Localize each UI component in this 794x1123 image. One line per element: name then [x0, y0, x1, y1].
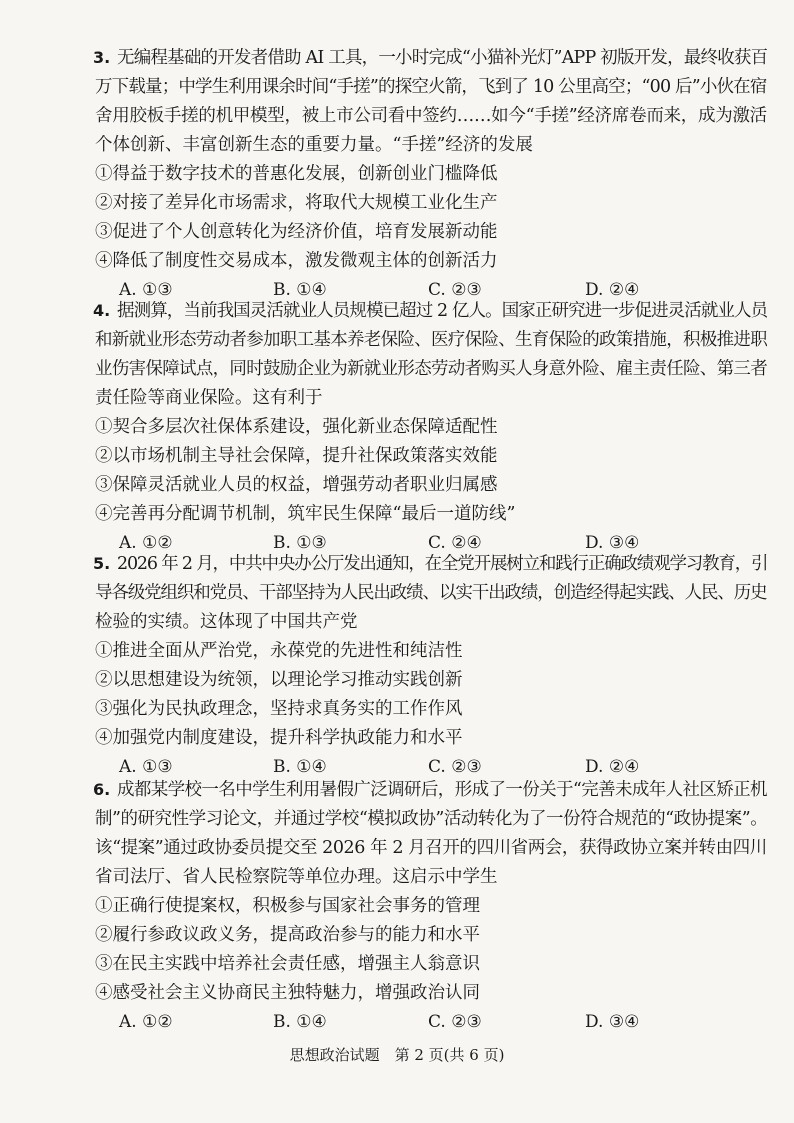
statement-option: ①正确行使提案权，积极参与国家社会事务的管理 — [95, 896, 480, 916]
choice-c[interactable]: C. ②④ — [428, 533, 482, 553]
statement-option: ②对接了差异化市场需求，将取代大规模工业化生产 — [95, 193, 498, 213]
choice-b[interactable]: B. ①④ — [273, 1012, 327, 1032]
choice-a[interactable]: A. ①② — [119, 1012, 173, 1032]
question-stem-line: 和新就业形态劳动者参加职工基本养老保险、医疗保险、生育保险的政策措施，积极推进职 — [95, 330, 767, 350]
page-footer: 思想政治试题 第 2 页(共 6 页) — [289, 1046, 505, 1064]
statement-option: ②以思想建设为统领，以理论学习推动实践创新 — [95, 670, 463, 690]
question-stem-line: 业伤害保障试点，同时鼓励企业为新就业形态劳动者购买人身意外险、雇主责任险、第三者 — [95, 359, 767, 379]
choice-c[interactable]: C. ②③ — [428, 1012, 482, 1032]
question-stem-line: 成都某学校一名中学生利用暑假广泛调研后，形成了一份关于“完善未成年人社区矫正机 — [117, 780, 767, 800]
choice-a[interactable]: A. ①② — [119, 533, 173, 553]
statement-option: ②履行参政议政义务，提高政治参与的能力和水平 — [95, 925, 480, 945]
statement-option: ④降低了制度性交易成本，激发微观主体的创新活力 — [95, 251, 498, 271]
question-stem-line: 个体创新、丰富创新生态的重要力量。“手搓”经济的发展 — [95, 135, 533, 155]
statement-option: ②以市场机制主导社会保障，提升社保政策落实效能 — [95, 446, 498, 466]
statement-option: ④感受社会主义协商民主独特魅力，增强政治认同 — [95, 983, 480, 1003]
choice-d[interactable]: D. ②④ — [585, 757, 640, 777]
question-number: 4. — [93, 301, 111, 320]
choice-d[interactable]: D. ③④ — [585, 1012, 640, 1032]
question-stem-line: 省司法厅、省人民检察院等单位办理。这启示中学生 — [95, 867, 498, 887]
choice-a[interactable]: A. ①③ — [119, 280, 173, 300]
question-stem-line: 该“提案”通过政协委员提交至 2026 年 2 月召开的四川省两会，获得政协立案并转由四川 — [95, 838, 767, 858]
statement-option: ④完善再分配调节机制，筑牢民生保障“最后一道防线” — [95, 504, 516, 524]
choice-b[interactable]: B. ①④ — [273, 280, 327, 300]
statement-option: ③促进了个人创意转化为经济价值，培育发展新动能 — [95, 222, 498, 242]
choice-b[interactable]: B. ①④ — [273, 757, 327, 777]
statement-option: ①契合多层次社保体系建设，强化新业态保障适配性 — [95, 417, 498, 437]
choice-d[interactable]: D. ②④ — [585, 280, 640, 300]
statement-option: ④加强党内制度建设，提升科学执政能力和水平 — [95, 728, 463, 748]
choice-c[interactable]: C. ②③ — [428, 280, 482, 300]
question-stem-line: 检验的实绩。这体现了中国共产党 — [95, 612, 358, 632]
question-stem-line: 导各级党组织和党员、干部坚持为人民出政绩、以实干出政绩，创造经得起实践、人民、历史 — [95, 583, 767, 603]
question-number: 6. — [93, 780, 111, 799]
statement-option: ①推进全面从严治党，永葆党的先进性和纯洁性 — [95, 641, 463, 661]
statement-option: ①得益于数字技术的普惠化发展，创新创业门槛降低 — [95, 164, 498, 184]
choice-d[interactable]: D. ③④ — [585, 533, 640, 553]
question-stem-line: 2026 年 2 月，中共中央办公厅发出通知，在全党开展树立和践行正确政绩观学习教育，引 — [117, 554, 768, 574]
statement-option: ③保障灵活就业人员的权益，增强劳动者职业归属感 — [95, 475, 498, 495]
statement-option: ③强化为民执政理念，坚持求真务实的工作作风 — [95, 699, 463, 719]
choice-c[interactable]: C. ②③ — [428, 757, 482, 777]
question-stem-line: 无编程基础的开发者借助 AI 工具，一小时完成“小猫补光灯”APP 初版开发，最终收获百 — [117, 48, 768, 68]
statement-option: ③在民主实践中培养社会责任感，增强主人翁意识 — [95, 954, 480, 974]
choice-a[interactable]: A. ①③ — [119, 757, 173, 777]
question-stem-line: 舍用胶板手搓的机甲模型，被上市公司看中签约……如今“手搓”经济席卷而来，成为激活 — [95, 106, 767, 126]
question-stem-line: 责任险等商业保险。这有利于 — [95, 388, 323, 408]
question-stem-line: 据测算，当前我国灵活就业人员规模已超过 2 亿人。国家正研究进一步促进灵活就业人员 — [117, 301, 768, 321]
question-stem-line: 制”的研究性学习论文，并通过学校“模拟政协”活动转化为了一份符合规范的“政协提案”。 — [95, 809, 768, 829]
question-stem-line: 万下载量；中学生利用课余时间“手搓”的探空火箭，飞到了 10 公里高空；“00 后”小伙在宿 — [95, 77, 767, 97]
question-number: 5. — [93, 554, 111, 573]
choice-b[interactable]: B. ①③ — [273, 533, 327, 553]
question-number: 3. — [93, 48, 111, 67]
